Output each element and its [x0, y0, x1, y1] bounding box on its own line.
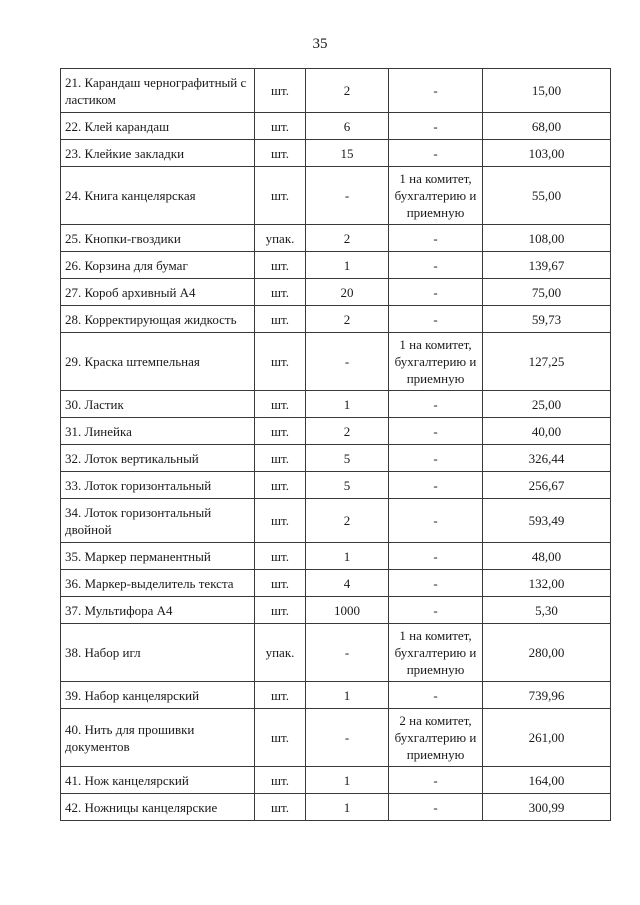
unit-cell: шт. — [255, 69, 306, 113]
item-name-cell: 23. Клейкие закладки — [61, 140, 255, 167]
unit-cell: шт. — [255, 113, 306, 140]
supplies-table — [60, 68, 611, 821]
item-name-cell: 32. Лоток вертикальный — [61, 445, 255, 472]
price-cell: 103,00 — [483, 140, 611, 167]
item-name-cell: 40. Нить для прошивки документов — [61, 709, 255, 767]
unit-cell: шт. — [255, 333, 306, 391]
quantity-cell: 15 — [306, 140, 389, 167]
quantity-cell: 1000 — [306, 597, 389, 624]
note-cell: - — [389, 140, 483, 167]
price-cell: 75,00 — [483, 279, 611, 306]
item-name-cell: 36. Маркер-выделитель текста — [61, 570, 255, 597]
price-cell: 108,00 — [483, 225, 611, 252]
price-cell: 280,00 — [483, 624, 611, 682]
unit-cell: шт. — [255, 794, 306, 821]
item-name-cell: 27. Короб архивный А4 — [61, 279, 255, 306]
item-name-cell: 37. Мультифора А4 — [61, 597, 255, 624]
quantity-cell: - — [306, 167, 389, 225]
note-cell: - — [389, 499, 483, 543]
table-row — [61, 69, 611, 113]
quantity-cell: 2 — [306, 499, 389, 543]
table-row — [61, 418, 611, 445]
unit-cell: шт. — [255, 279, 306, 306]
price-cell: 739,96 — [483, 682, 611, 709]
table-row — [61, 252, 611, 279]
unit-cell: шт. — [255, 445, 306, 472]
item-name-cell: 22. Клей карандаш — [61, 113, 255, 140]
note-cell: 1 на комитет, бухгалтерию и приемную — [389, 624, 483, 682]
note-cell: - — [389, 767, 483, 794]
quantity-cell: 5 — [306, 472, 389, 499]
item-name-cell: 30. Ластик — [61, 391, 255, 418]
note-cell: - — [389, 472, 483, 499]
item-name-cell: 41. Нож канцелярский — [61, 767, 255, 794]
note-cell: - — [389, 445, 483, 472]
unit-cell: шт. — [255, 709, 306, 767]
quantity-cell: 2 — [306, 69, 389, 113]
unit-cell: шт. — [255, 306, 306, 333]
unit-cell: шт. — [255, 472, 306, 499]
price-cell: 261,00 — [483, 709, 611, 767]
table-row — [61, 333, 611, 391]
table-row — [61, 499, 611, 543]
quantity-cell: 6 — [306, 113, 389, 140]
table-row — [61, 543, 611, 570]
quantity-cell: 1 — [306, 252, 389, 279]
price-cell: 59,73 — [483, 306, 611, 333]
table-row — [61, 306, 611, 333]
unit-cell: шт. — [255, 682, 306, 709]
price-cell: 25,00 — [483, 391, 611, 418]
price-cell: 55,00 — [483, 167, 611, 225]
item-name-cell: 31. Линейка — [61, 418, 255, 445]
quantity-cell: 2 — [306, 306, 389, 333]
price-cell: 127,25 — [483, 333, 611, 391]
note-cell: - — [389, 306, 483, 333]
note-cell: - — [389, 570, 483, 597]
quantity-cell: 1 — [306, 794, 389, 821]
note-cell: 1 на комитет, бухгалтерию и приемную — [389, 167, 483, 225]
unit-cell: шт. — [255, 391, 306, 418]
item-name-cell: 39. Набор канцелярский — [61, 682, 255, 709]
unit-cell: шт. — [255, 767, 306, 794]
note-cell: - — [389, 279, 483, 306]
price-cell: 40,00 — [483, 418, 611, 445]
table-row — [61, 682, 611, 709]
table-row — [61, 113, 611, 140]
page-number: 35 — [312, 36, 328, 52]
item-name-cell: 35. Маркер перманентный — [61, 543, 255, 570]
table-row — [61, 445, 611, 472]
table-row — [61, 597, 611, 624]
table-row — [61, 472, 611, 499]
item-name-cell: 25. Кнопки-гвоздики — [61, 225, 255, 252]
item-name-cell: 26. Корзина для бумаг — [61, 252, 255, 279]
note-cell: - — [389, 597, 483, 624]
item-name-cell: 24. Книга канцелярская — [61, 167, 255, 225]
note-cell: - — [389, 225, 483, 252]
unit-cell: шт. — [255, 140, 306, 167]
item-name-cell: 42. Ножницы канцелярские — [61, 794, 255, 821]
unit-cell: шт. — [255, 167, 306, 225]
price-cell: 300,99 — [483, 794, 611, 821]
quantity-cell: - — [306, 709, 389, 767]
price-cell: 132,00 — [483, 570, 611, 597]
quantity-cell: 5 — [306, 445, 389, 472]
table-row — [61, 709, 611, 767]
table-body — [61, 69, 611, 821]
price-cell: 15,00 — [483, 69, 611, 113]
unit-cell: упак. — [255, 624, 306, 682]
unit-cell: шт. — [255, 543, 306, 570]
note-cell: 1 на комитет, бухгалтерию и приемную — [389, 333, 483, 391]
price-cell: 593,49 — [483, 499, 611, 543]
quantity-cell: 2 — [306, 225, 389, 252]
note-cell: - — [389, 69, 483, 113]
price-cell: 48,00 — [483, 543, 611, 570]
note-cell: - — [389, 252, 483, 279]
item-name-cell: 33. Лоток горизонтальный — [61, 472, 255, 499]
price-cell: 5,30 — [483, 597, 611, 624]
price-cell: 256,67 — [483, 472, 611, 499]
table-row — [61, 279, 611, 306]
table-row — [61, 794, 611, 821]
unit-cell: шт. — [255, 570, 306, 597]
table-row — [61, 570, 611, 597]
unit-cell: шт. — [255, 597, 306, 624]
quantity-cell: 2 — [306, 418, 389, 445]
price-cell: 68,00 — [483, 113, 611, 140]
quantity-cell: - — [306, 624, 389, 682]
note-cell: - — [389, 418, 483, 445]
quantity-cell: 4 — [306, 570, 389, 597]
quantity-cell: 1 — [306, 682, 389, 709]
note-cell: - — [389, 543, 483, 570]
table-row — [61, 167, 611, 225]
note-cell: - — [389, 682, 483, 709]
note-cell: - — [389, 113, 483, 140]
quantity-cell: 1 — [306, 543, 389, 570]
quantity-cell: 1 — [306, 767, 389, 794]
note-cell: - — [389, 391, 483, 418]
quantity-cell: 1 — [306, 391, 389, 418]
item-name-cell: 28. Корректирующая жидкость — [61, 306, 255, 333]
quantity-cell: 20 — [306, 279, 389, 306]
note-cell: - — [389, 794, 483, 821]
quantity-cell: - — [306, 333, 389, 391]
table-row — [61, 225, 611, 252]
unit-cell: упак. — [255, 225, 306, 252]
table-row — [61, 767, 611, 794]
unit-cell: шт. — [255, 252, 306, 279]
item-name-cell: 21. Карандаш чернографитный с ластиком — [61, 69, 255, 113]
unit-cell: шт. — [255, 499, 306, 543]
unit-cell: шт. — [255, 418, 306, 445]
item-name-cell: 29. Краска штемпельная — [61, 333, 255, 391]
table-row — [61, 391, 611, 418]
price-cell: 139,67 — [483, 252, 611, 279]
note-cell: 2 на комитет, бухгалтерию и приемную — [389, 709, 483, 767]
table-row — [61, 624, 611, 682]
price-cell: 164,00 — [483, 767, 611, 794]
item-name-cell: 38. Набор игл — [61, 624, 255, 682]
item-name-cell: 34. Лоток горизонтальный двойной — [61, 499, 255, 543]
price-cell: 326,44 — [483, 445, 611, 472]
table-row — [61, 140, 611, 167]
